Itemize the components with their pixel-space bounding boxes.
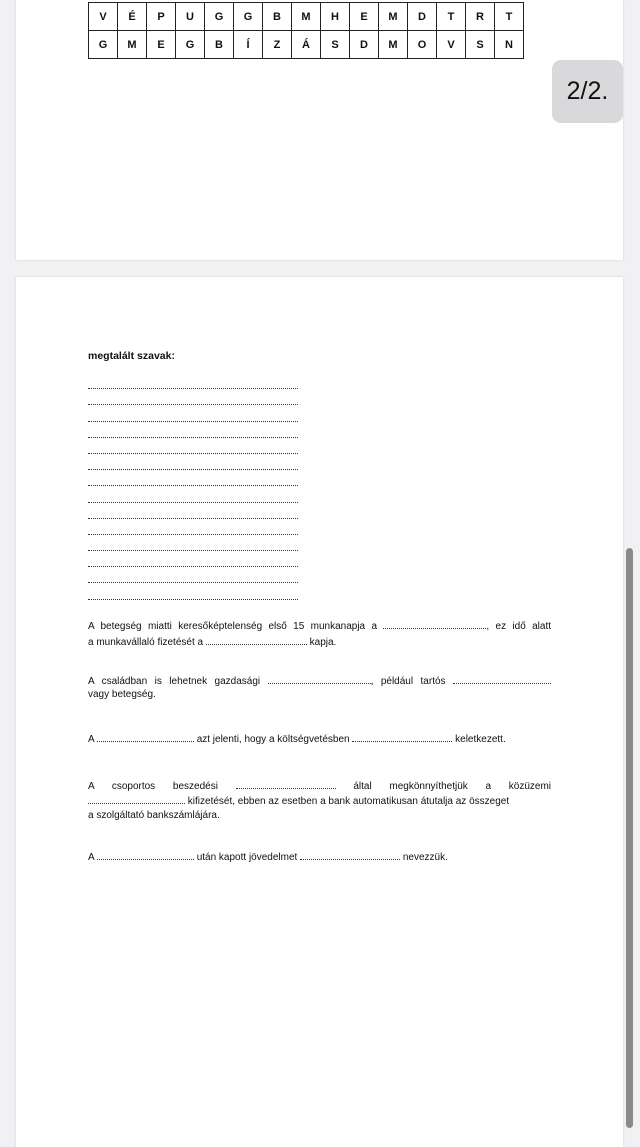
found-words-lines — [88, 373, 298, 600]
grid-cell: P — [147, 3, 176, 31]
grid-cell: Z — [263, 31, 292, 59]
grid-cell: D — [350, 31, 379, 59]
grid-cell: M — [118, 31, 147, 59]
worksheet-page-2 — [16, 277, 623, 1147]
grid-cell: S — [466, 31, 495, 59]
answer-line[interactable] — [88, 503, 298, 519]
page-indicator: 2/2. — [552, 60, 623, 123]
grid-row — [89, 31, 524, 59]
grid-cell: N — [495, 31, 524, 59]
grid-cell: S — [321, 31, 350, 59]
fill-in-blank[interactable] — [300, 850, 400, 860]
fill-in-blank[interactable] — [206, 635, 307, 645]
grid-cell: É — [118, 3, 147, 31]
grid-cell: V — [437, 31, 466, 59]
fill-in-blank[interactable] — [88, 794, 185, 804]
answer-line[interactable] — [88, 438, 298, 454]
answer-line[interactable] — [88, 583, 298, 599]
answer-line[interactable] — [88, 519, 298, 535]
grid-cell: M — [292, 3, 321, 31]
answer-line[interactable] — [88, 422, 298, 438]
sentence-4-line-3: a szolgáltató bankszámlájára. — [88, 810, 220, 821]
grid-cell: B — [205, 31, 234, 59]
sentence-2-line-2: vagy betegség. — [88, 689, 156, 700]
answer-line[interactable] — [88, 470, 298, 486]
answer-line[interactable] — [88, 389, 298, 405]
sentence-3: A azt jelenti, hogy a költségvetésben keletkezett. — [88, 734, 506, 745]
grid-cell: V — [89, 3, 118, 31]
fill-in-blank[interactable] — [383, 619, 486, 629]
sentence-1-line-2: a munkavállaló fizetését a kapja. — [88, 637, 337, 648]
grid-cell: U — [176, 3, 205, 31]
worksheet-page-1 — [16, 0, 623, 260]
grid-cell: G — [234, 3, 263, 31]
grid-cell: O — [408, 31, 437, 59]
sentence-2-line-1: A családban is lehetnek gazdasági , például tartós — [88, 674, 551, 689]
grid-row — [89, 3, 524, 31]
grid-cell: B — [263, 3, 292, 31]
sentence-4-line-2: kifizetését, ebben az esetben a bank automatikusan átutalja az összeget — [88, 794, 551, 809]
grid-cell: T — [437, 3, 466, 31]
grid-cell: M — [379, 3, 408, 31]
found-words-label: megtalált szavak: — [88, 350, 175, 362]
grid-cell: D — [408, 3, 437, 31]
answer-line[interactable] — [88, 405, 298, 421]
grid-cell: Í — [234, 31, 263, 59]
grid-cell: G — [89, 31, 118, 59]
fill-in-blank[interactable] — [352, 732, 452, 742]
answer-line[interactable] — [88, 535, 298, 551]
fill-in-blank[interactable] — [97, 732, 194, 742]
grid-cell: E — [350, 3, 379, 31]
answer-line[interactable] — [88, 486, 298, 502]
grid-cell: Á — [292, 31, 321, 59]
word-search-grid — [88, 2, 524, 59]
fill-in-blank[interactable] — [97, 850, 194, 860]
answer-line[interactable] — [88, 551, 298, 567]
scrollbar[interactable] — [626, 548, 633, 1128]
answer-line[interactable] — [88, 454, 298, 470]
sentence-1-line-1: A betegség miatti keresőképtelenség első 15 munkanapja a , ez idő alatt — [88, 621, 552, 632]
fill-in-blank[interactable] — [268, 674, 371, 684]
grid-cell: G — [176, 31, 205, 59]
grid-cell: E — [147, 31, 176, 59]
fill-in-blank[interactable] — [453, 674, 551, 684]
grid-cell: R — [466, 3, 495, 31]
grid-cell: H — [321, 3, 350, 31]
sentence-5: A után kapott jövedelmet nevezzük. — [88, 852, 448, 863]
grid-cell: M — [379, 31, 408, 59]
grid-cell: G — [205, 3, 234, 31]
answer-line[interactable] — [88, 567, 298, 583]
fill-in-blank[interactable] — [236, 779, 336, 789]
sentence-4-line-1: A csoportos beszedési által megkönnyíthetjük a közüzemi — [88, 781, 552, 792]
answer-line[interactable] — [88, 373, 298, 389]
grid-cell: T — [495, 3, 524, 31]
